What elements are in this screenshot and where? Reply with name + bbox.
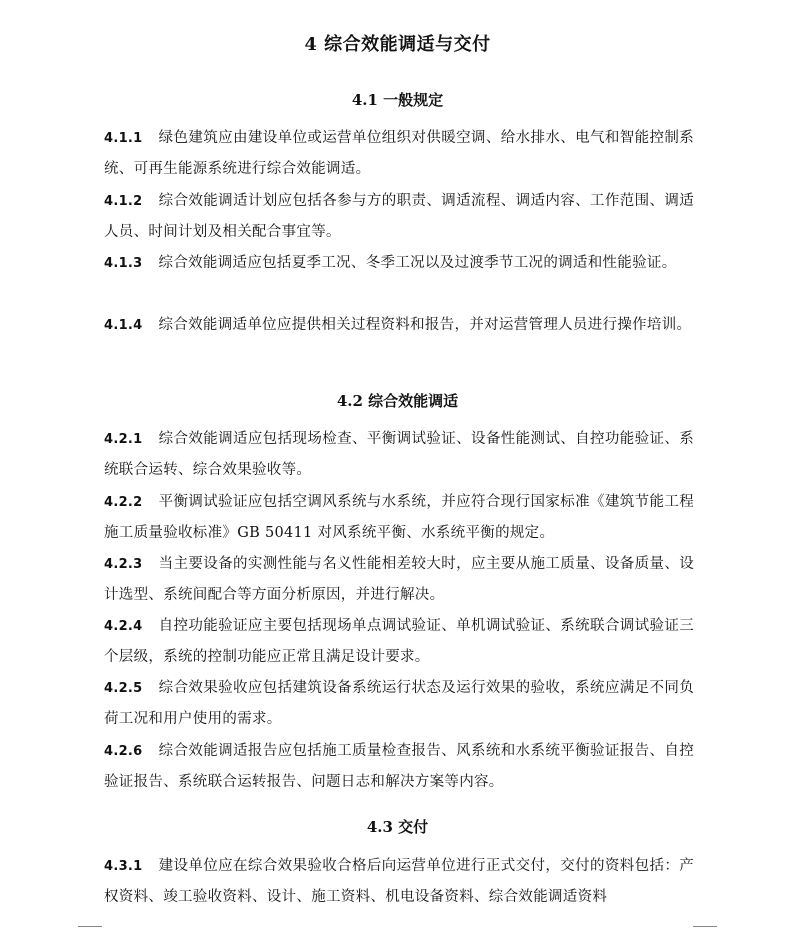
clause-number: 4.1.1 — [104, 131, 143, 146]
clause-4-2-2 — [104, 487, 694, 549]
clause-4-1-4 — [104, 310, 694, 341]
clause-text: 自控功能验证应主要包括现场单点调试验证、单机调试验证、系统联合调试验证三个层级，系统的控制功能应正常且满足设计要求。 — [104, 618, 694, 665]
chapter-title: 4 综合效能调适与交付 — [304, 34, 491, 55]
clause-number: 4.1.3 — [104, 256, 143, 271]
clause-4-2-5 — [104, 673, 694, 735]
section-title-4-1: 4.1 一般规定 — [351, 91, 444, 109]
clause-text: 综合效能调适报告应包括施工质量检查报告、风系统和水系统平衡验证报告、自控验证报告、系统联合运转报告、问题日志和解决方案等内容。 — [104, 743, 694, 790]
page-corner-mark-left — [78, 926, 102, 927]
clause-text: 综合效能调适单位应提供相关过程资料和报告，并对运营管理人员进行操作培训。 — [158, 317, 692, 333]
clause-number: 4.2.5 — [104, 681, 143, 696]
clause-text: 综合效能调适应包括现场检查、平衡调试验证、设备性能测试、自控功能验证、系统联合运转、综合效果验收等。 — [104, 431, 694, 478]
clause-4-2-1 — [104, 424, 694, 486]
clause-4-2-6 — [104, 736, 694, 798]
section-title-4-2: 4.2 综合效能调适 — [336, 392, 459, 410]
clause-text: 综合效能调适应包括夏季工况、冬季工况以及过渡季节工况的调适和性能验证。 — [158, 255, 677, 271]
clause-text: 综合效果验收应包括建筑设备系统运行状态及运行效果的验收，系统应满足不同负荷工况和用户使用的需求。 — [104, 680, 694, 727]
clause-number: 4.3.1 — [104, 859, 143, 874]
clause-number: 4.1.4 — [104, 318, 143, 333]
clause-text: 平衡调试验证应包括空调风系统与水系统，并应符合现行国家标准《建筑节能工程施工质量验收标准》GB 50411 对风系统平衡、水系统平衡的规定。 — [104, 494, 694, 541]
clause-4-1-3 — [104, 248, 694, 279]
clause-4-2-3 — [104, 549, 694, 611]
clause-4-2-4 — [104, 611, 694, 673]
clause-number: 4.1.2 — [104, 194, 143, 209]
page-corner-mark-right — [693, 926, 717, 927]
clause-number: 4.2.4 — [104, 619, 143, 634]
clause-number: 4.2.2 — [104, 495, 143, 510]
clause-number: 4.2.6 — [104, 744, 143, 759]
clause-4-1-2 — [104, 186, 694, 248]
clause-text: 绿色建筑应由建设单位或运营单位组织对供暖空调、给水排水、电气和智能控制系统、可再生能源系统进行综合效能调适。 — [104, 130, 694, 177]
clause-4-3-1 — [104, 851, 694, 913]
clause-number: 4.2.1 — [104, 432, 143, 447]
clause-4-1-1 — [104, 123, 694, 185]
clause-text: 当主要设备的实测性能与名义性能相差较大时，应主要从施工质量、设备质量、设计选型、系统间配合等方面分析原因，并进行解决。 — [104, 556, 694, 603]
clause-text: 建设单位应在综合效果验收合格后向运营单位进行正式交付，交付的资料包括：产权资料、竣工验收资料、设计、施工资料、机电设备资料、综合效能调适资料 — [104, 858, 694, 905]
clause-number: 4.2.3 — [104, 557, 143, 572]
section-title-4-3: 4.3 交付 — [366, 818, 429, 836]
clause-text: 综合效能调适计划应包括各参与方的职责、调适流程、调适内容、工作范围、调适人员、时间计划及相关配合事宜等。 — [104, 193, 694, 240]
